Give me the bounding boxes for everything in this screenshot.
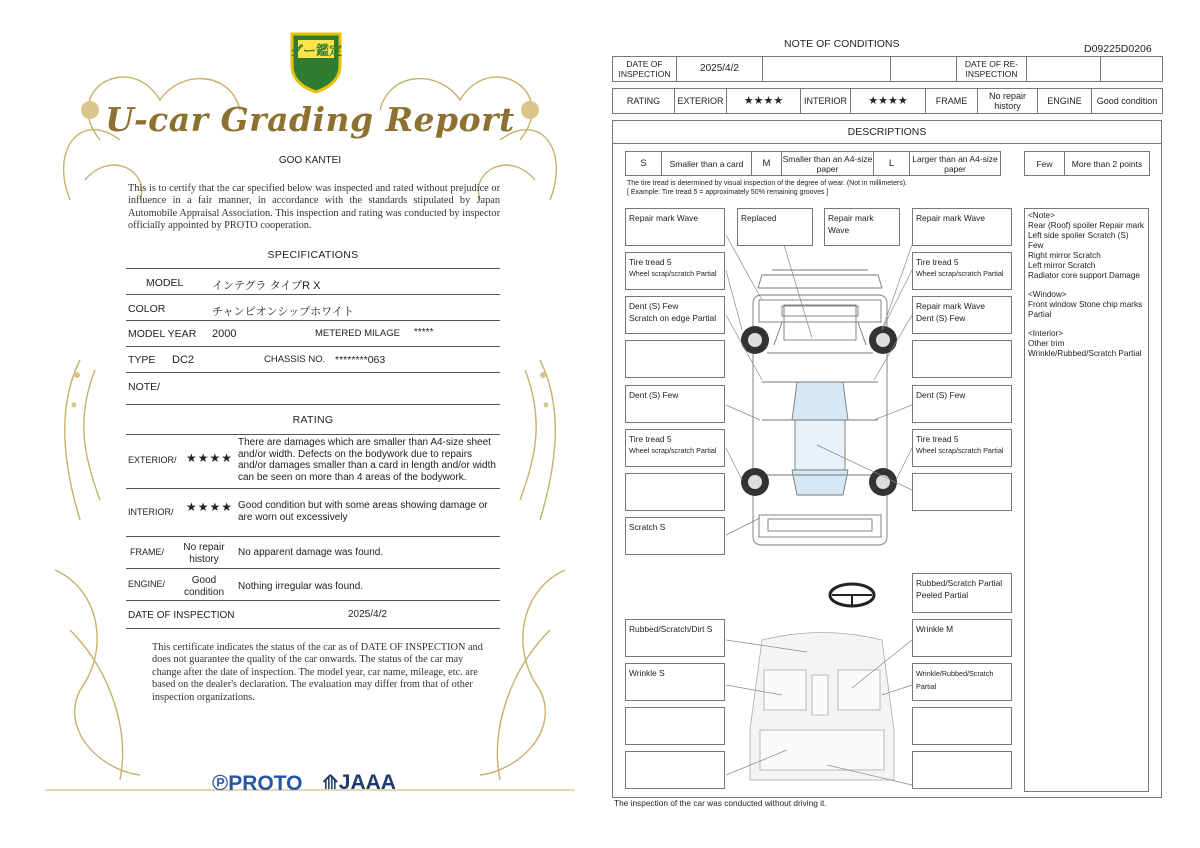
proto-logo [212, 770, 303, 796]
damage-text: Wheel scrap/scratch Partial [629, 446, 717, 455]
legend-text-l: Larger than an A4-size paper [912, 153, 998, 174]
damage-box-interior-dash-left [625, 619, 725, 657]
damage-text: Tire tread 5 [629, 257, 672, 267]
damage-text: Repair mark Wave [916, 301, 986, 311]
damage-text: Wrinkle S [629, 668, 665, 678]
damage-text: Peeled Partial [916, 590, 969, 600]
damage-box-right-rear-tire [912, 429, 1012, 467]
exterior-label: EXTERIOR [675, 89, 727, 113]
interior-stars: ★★★★ [851, 89, 926, 113]
divider [126, 536, 500, 537]
milage-value: ***** [414, 327, 434, 338]
document-id: D09225D0206 [1084, 43, 1152, 55]
jaaa-logo-text: JAAA [338, 771, 396, 794]
exterior-description: There are damages which are smaller than A4-size sheet and/or width. Defects on the bodywork due to repairs and/or damages smaller than a card in length and/or width can be seen on more than 4 areas of the bodywork. [238, 437, 496, 483]
color-label: COLOR [128, 303, 166, 315]
date-blank-cell [1101, 57, 1162, 81]
damage-box-empty [625, 473, 725, 511]
descriptions-heading: DESCRIPTIONS [612, 120, 1162, 144]
divider [126, 488, 500, 489]
damage-text: Scratch S [629, 522, 666, 532]
damage-text: Repair mark Wave [916, 213, 986, 223]
legend-code-l: L [874, 152, 910, 175]
note-line: Left mirror Scratch [1028, 261, 1096, 270]
frame-description: No apparent damage was found. [238, 547, 384, 558]
divider [126, 404, 500, 405]
frame-value: No repair history [183, 542, 225, 565]
damage-box-empty [625, 340, 725, 378]
exterior-label: EXTERIOR/ [128, 455, 177, 465]
engine-description: Nothing irregular was found. [238, 581, 364, 592]
specifications-heading: SPECIFICATIONS [267, 249, 359, 261]
interior-heading: <Interior> [1028, 329, 1064, 338]
divider [126, 568, 500, 569]
inspection-date-row [612, 56, 1163, 82]
damage-box-interior-dash-right [912, 619, 1012, 657]
reinspection-value [1027, 57, 1101, 81]
interior-label: INTERIOR [801, 89, 851, 113]
divider [126, 372, 500, 373]
issuer-name: GOO KANTEI [278, 155, 342, 166]
damage-text: Tire tread 5 [916, 257, 959, 267]
damage-box-right-door [912, 385, 1012, 423]
interior-top-view [750, 633, 894, 781]
legend-text-m: Smaller than an A4-size paper [782, 153, 873, 174]
damage-box-right-fender [912, 296, 1012, 334]
notes-panel [1024, 208, 1149, 792]
legend-code-s: S [626, 152, 662, 175]
damage-text: Wheel scrap/scratch Partial [629, 269, 717, 278]
damage-box-interior-seat-left [625, 663, 725, 701]
frame-label: FRAME [926, 89, 978, 113]
jaaa-logo [322, 770, 396, 795]
damage-box-left-rear-tire [625, 429, 725, 467]
rating-heading: RATING [292, 414, 334, 426]
damage-text: Wheel scrap/scratch Partial [916, 446, 1004, 455]
date-blank-cell [763, 57, 891, 81]
damage-box-empty [912, 340, 1012, 378]
damage-text: Repair mark Wave [629, 213, 699, 223]
model-label: MODEL [146, 277, 184, 289]
date-of-inspection-label: DATE OF INSPECTION [128, 610, 235, 621]
exterior-stars: ★★★★ [727, 89, 801, 113]
certification-statement: This is to certify that the car specified below was inspected and rated without prejudice or influence in a fair manner, in accordance with the standards stipulated by Japan Automobile Appraisal Association. This inspection and rating was conducted by inspector officially appointed by PROTO cooperation. [128, 183, 500, 232]
steering-wheel-icon [830, 584, 874, 606]
note-line: Right mirror Scratch [1028, 251, 1101, 260]
engine-label: ENGINE/ [128, 579, 166, 589]
damage-box-empty [912, 473, 1012, 511]
interior-line: Wrinkle/Rubbed/Scratch Partial [1028, 349, 1142, 358]
damage-text: Wrinkle/Rubbed/Scratch Partial [916, 669, 994, 691]
window-heading: <Window> [1028, 290, 1067, 299]
report-title: U-car Grading Report [105, 100, 515, 139]
note-line: Rear (Roof) spoiler Repair mark [1028, 221, 1145, 230]
interior-label: INTERIOR/ [128, 507, 174, 517]
damage-box-interior-seat-right [912, 663, 1012, 701]
damage-box-front-left [625, 208, 725, 246]
date-of-inspection-value: 2025/4/2 [348, 609, 387, 620]
tire-note: The tire tread is determined by visual inspection of the degree of wear. (Not in millimeters). [627, 180, 908, 187]
frame-label: FRAME/ [130, 547, 165, 557]
color-value: チャンピオンシップホワイト [212, 306, 354, 318]
damage-text: Dent (S) Few [629, 301, 679, 311]
date-of-inspection-label: DATE OF INSPECTION [613, 57, 677, 81]
damage-box-empty [625, 707, 725, 745]
damage-text: Tire tread 5 [916, 434, 959, 444]
goo-kantei-badge-icon [286, 30, 346, 94]
damage-box-right-front-tire [912, 252, 1012, 290]
damage-text: Tire tread 5 [629, 434, 672, 444]
jaaa-mark-icon: ⟰ [322, 772, 339, 794]
badge-text: グー鑑定 [289, 43, 343, 58]
model-year-label: MODEL YEAR [128, 328, 197, 340]
divider [126, 320, 500, 321]
damage-box-left-door [625, 385, 725, 423]
interior-stars: ★★★★ [186, 500, 234, 514]
engine-value: Good condition [1096, 96, 1158, 106]
note-label: NOTE/ [128, 381, 161, 393]
proto-mark-icon: ℗ [212, 770, 229, 795]
certificate-footer-text: This certificate indicates the status of the car as of DATE OF INSPECTION and does not guarantee the quality of the car onwards. The status of the car may change after the date of inspection. The model year, car name, mileage, etc. are based on the dealer's declaration. The evaluation may differ from that of other inspection organizations. [152, 642, 483, 703]
note-line: Radiator core support Damage [1028, 271, 1140, 280]
exterior-stars: ★★★★ [186, 451, 234, 465]
damage-text: Wrinkle M [916, 624, 954, 634]
window-line: Front window Stone chip marks Partial [1028, 300, 1143, 319]
reinspection-label: DATE OF RE-INSPECTION [957, 57, 1027, 81]
chassis-label: CHASSIS NO. [264, 354, 326, 365]
legend-code-m: M [752, 152, 782, 175]
damage-text: Dent (S) Few [916, 390, 966, 400]
divider [126, 600, 500, 601]
damage-box-front-right [824, 208, 900, 246]
proto-logo-text: PROTO [228, 772, 303, 795]
type-label: TYPE [128, 354, 156, 366]
damage-text: Wheel scrap/scratch Partial [916, 269, 1004, 278]
divider [126, 294, 500, 295]
exterior-top-view [753, 270, 887, 545]
rating-row [612, 88, 1163, 114]
divider [126, 268, 500, 269]
model-year-value: 2000 [212, 328, 237, 340]
interior-description: Good condition but with some areas showing damage or are worn out excessively [238, 500, 488, 523]
rating-label: RATING [613, 89, 675, 113]
damage-box-hood [737, 208, 813, 246]
damage-box-left-front-tire [625, 252, 725, 290]
engine-value: Good condition [183, 575, 225, 598]
damage-box-left-fender [625, 296, 725, 334]
damage-box-empty [912, 707, 1012, 745]
conditions-footer: The inspection of the car was conducted without driving it. [614, 798, 827, 808]
damage-text: Scratch on edge Partial [629, 313, 717, 323]
engine-label: ENGINE [1038, 89, 1092, 113]
damage-text: Dent (S) Few [629, 390, 679, 400]
chassis-value: ********063 [335, 354, 386, 366]
divider [126, 346, 500, 347]
note-line: Left side spoiler Scratch (S) Few [1028, 231, 1129, 250]
damage-text: Rubbed/Scratch/Dirt S [629, 624, 713, 634]
legend-few: Few [1025, 152, 1065, 175]
damage-box-empty [625, 751, 725, 789]
model-value: インテグラ タイプR X [212, 280, 321, 292]
legend-text-s: Smaller than a card [662, 152, 752, 175]
date-blank-cell [891, 57, 957, 81]
grading-certificate [40, 30, 580, 810]
milage-label: METERED MILAGE [315, 328, 400, 339]
legend-more: More than 2 points [1071, 158, 1143, 169]
damage-box-right-front [912, 208, 1012, 246]
damage-text: Replaced [741, 213, 777, 223]
tire-example: [ Example: Tire tread 5 = approximately 50% remaining grooves ] [627, 189, 829, 196]
damage-box-rear-left [625, 517, 725, 555]
type-value: DC2 [172, 354, 195, 366]
interior-line: Other trim [1028, 339, 1065, 348]
date-of-inspection-value: 2025/4/2 [677, 57, 763, 81]
conditions-title: NOTE OF CONDITIONS [784, 38, 900, 50]
note-heading: <Note> [1028, 211, 1055, 220]
divider [126, 434, 500, 435]
damage-text: Dent (S) Few [916, 313, 966, 323]
damage-text: Rubbed/Scratch Partial [916, 578, 1003, 588]
damage-box-steering [912, 573, 1012, 613]
divider [126, 628, 500, 629]
damage-text: Repair mark Wave [828, 213, 874, 235]
damage-box-empty [912, 751, 1012, 789]
frame-value: No repair history [978, 89, 1038, 113]
